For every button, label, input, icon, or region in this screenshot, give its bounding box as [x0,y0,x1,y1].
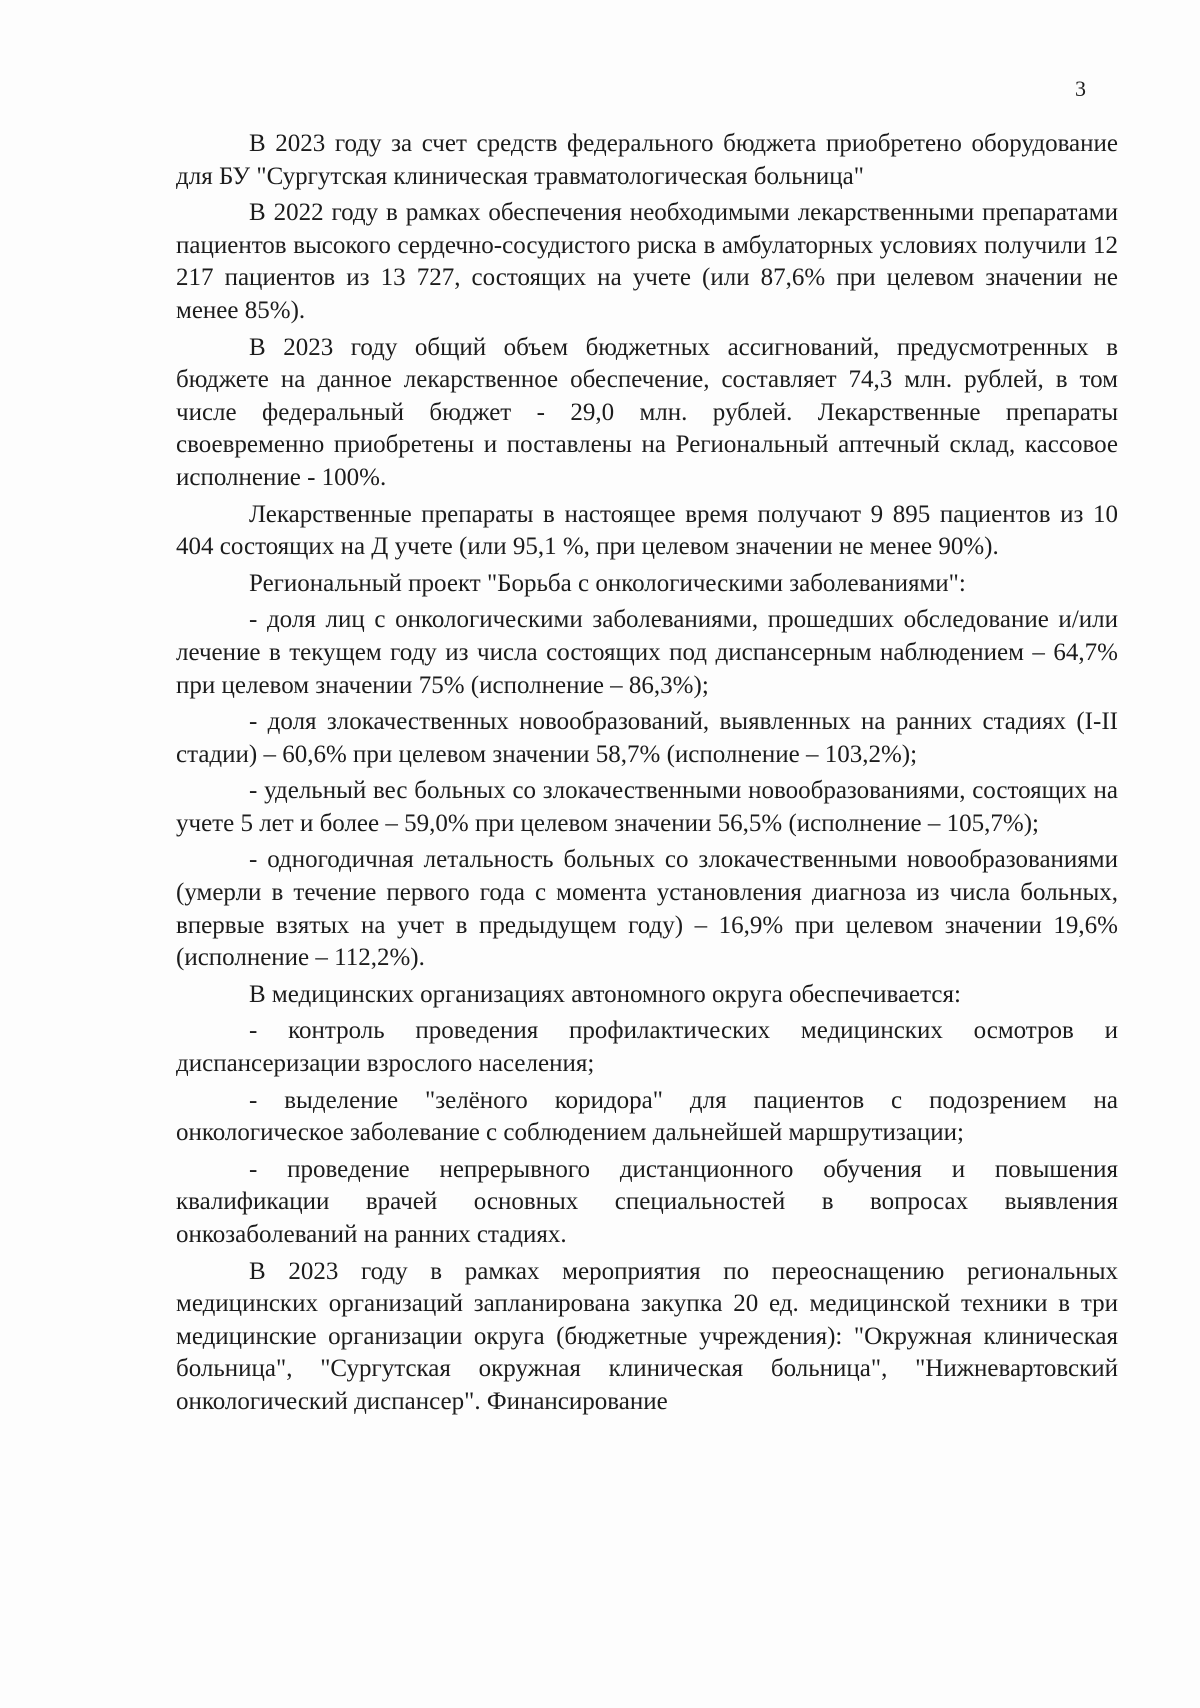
list-item-green-corridor: - выделение "зелёного коридора" для пациентов с подозрением на онкологическое заболевание с соблюдением дальнейшей маршрутизации; [176,1086,1118,1147]
list-item-five-year-share: - удельный вес больных со злокачественными новообразованиями, состоящих на учете 5 лет и более – 59,0% при целевом значении 56,5% (исполнение – 105,7%); [176,777,1118,837]
paragraph-cardio-patients-2022: В 2022 году в рамках обеспечения необходимыми лекарственными препаратами пациентов высокого сердечно-сосудистого риска в амбулаторных условиях получили 12 217 пациентов из 13 727, состоящих на учете (или 87,6% при целевом значении не менее 85%). [176,199,1118,324]
paragraph-budget-2023: В 2023 году общий объем бюджетных ассигнований, предусмотренных в бюджете на данное лекарственное обеспечение, составляет 74,3 млн. рублей, в том числе федеральный бюджет - 29,0 млн. рублей. Лекарственные препараты своевременно приобретены и поставлены на Региональный аптечный склад, кассовое исполнение - 100%. [176,333,1118,491]
paragraph-equipment-purchase: В 2023 году за счет средств федерального бюджета приобретено оборудование для БУ "Сургутская клиническая травматологическая больница" [176,130,1118,190]
paragraph-medicine-recipients: Лекарственные препараты в настоящее время получают 9 895 пациентов из 10 404 состоящих на Д учете (или 95,1 %, при целевом значении не менее 90%). [176,500,1118,561]
list-item-early-detection: - доля злокачественных новообразований, выявленных на ранних стадиях (I-II стадии) – 60,6% при целевом значении 58,7% (исполнение – 103,2%); [176,708,1118,768]
paragraph-measures-heading: В медицинских организациях автономного округа обеспечивается: [249,980,961,1008]
paragraph-oncology-project-heading: Региональный проект "Борьба с онкологическими заболеваниями": [249,569,966,597]
paragraph-reequipment-2023: В 2023 году в рамках мероприятия по переоснащению региональных медицинских организаций запланирована закупка 20 ед. медицинской техники в три медицинские организации округа (бюджетные учреждения): "Окружная клиническая больница", "Сургутская окружная клиническая больница", "Нижневартовский онкологический диспансер". Финансирование [176,1257,1118,1415]
list-item-one-year-lethality: - одногодичная летальность больных со злокачественными новообразованиями (умерли в течение первого года с момента установления диагноза из числа больных, впервые взятых на учет в предыдущем году) – 16,9% при целевом значении 19,6% (исполнение – 112,2%). [176,846,1118,972]
page-number: 3 [1075,76,1086,101]
document-body [176,128,1118,1423]
list-item-checkup-control: - контроль проведения профилактических медицинских осмотров и диспансеризации взрослого населения; [176,1017,1118,1078]
list-item-remote-training: - проведение непрерывного дистанционного обучения и повышения квалификации врачей основных специальностей в вопросах выявления онкозаболеваний на ранних стадиях. [176,1155,1118,1248]
list-item-examined-share: - доля лиц с онкологическими заболеваниями, прошедших обследование и/или лечение в текущем году из числа состоящих под диспансерным наблюдением – 64,7% при целевом значении 75% (исполнение – 86,3%); [176,606,1118,699]
